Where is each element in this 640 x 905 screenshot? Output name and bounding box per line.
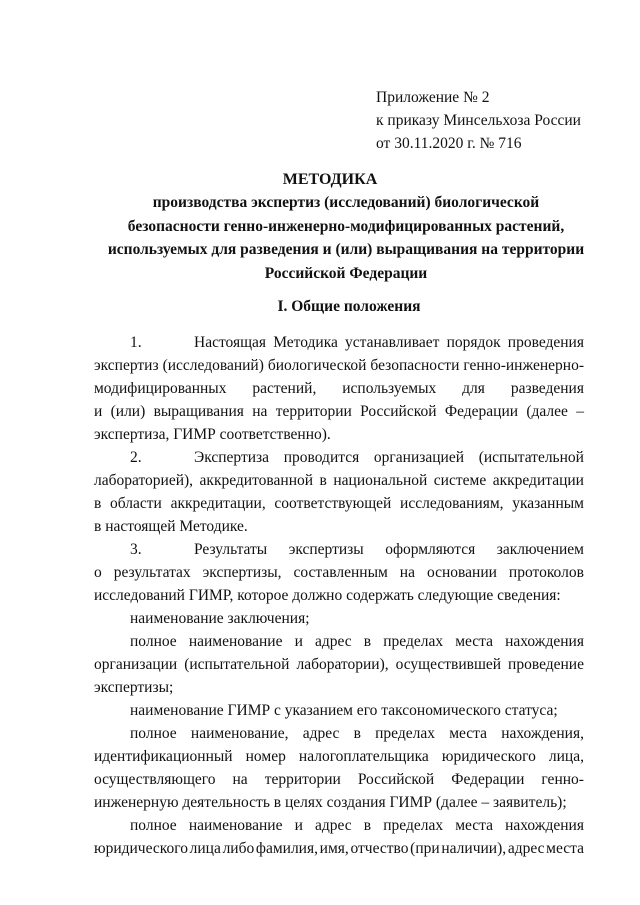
word: аккредитации (492, 472, 584, 489)
word: и (294, 817, 303, 834)
word: (или) (110, 403, 146, 420)
word: результатах (113, 564, 191, 581)
word: осуществляющего (94, 771, 216, 788)
word: наличии), (441, 840, 507, 857)
word: нахождения, (501, 725, 584, 742)
word: национальной (333, 472, 428, 489)
word: на (399, 564, 415, 581)
word: аккредитованной (199, 472, 314, 489)
paragraph-lead (130, 538, 267, 561)
word: наименование (188, 817, 283, 834)
word: области (110, 495, 162, 512)
paragraph-number: 2. (130, 449, 142, 466)
word: нахождения (505, 817, 584, 834)
list-item-line (94, 768, 584, 791)
word: в (319, 472, 327, 489)
word: адрес (315, 633, 352, 650)
word: на (232, 771, 248, 788)
appendix-order-date: от 30.11.2020 г. № 716 (376, 135, 522, 152)
word: основании (426, 564, 497, 581)
word: генно- (541, 771, 584, 788)
paragraph-line (94, 331, 584, 354)
list-item: наименование ГИМР с указанием его таксономического статуса; (130, 702, 558, 719)
word: порядок (446, 334, 501, 351)
word: о (94, 564, 102, 581)
paragraph-line (94, 446, 584, 469)
word: Федерации (444, 403, 519, 420)
word: адрес (507, 840, 545, 857)
document-title: МЕТОДИКА (282, 171, 378, 188)
word: места (449, 725, 487, 742)
word: отчество (350, 840, 409, 857)
subtitle-line: Российской Федерации (264, 264, 428, 282)
word: лаборатории), (296, 656, 389, 673)
paragraph-line (94, 400, 584, 423)
list-item-line (94, 745, 584, 768)
subtitle-line: производства экспертиз (исследований) биологической (152, 194, 540, 211)
paragraph-number: 1. (130, 334, 142, 351)
subtitle-line: безопасности генно-инженерно-модифицированных растений, (127, 217, 565, 235)
word: используемых (342, 380, 437, 397)
word: и (94, 403, 103, 420)
word: заключением (496, 541, 584, 558)
word: (испытательной (478, 449, 584, 466)
paragraph-line (94, 469, 584, 492)
word: Настоящая (194, 334, 267, 351)
word: указанным (512, 495, 584, 512)
word: адрес (315, 817, 352, 834)
word: лица (189, 840, 221, 857)
word: полное (130, 633, 177, 650)
paragraph-line (94, 377, 584, 400)
word: проводится (283, 449, 360, 466)
word: либо (222, 840, 255, 857)
word: растений, (252, 380, 317, 397)
paragraph-line (94, 354, 584, 377)
word: осуществившей (395, 656, 502, 673)
word: проведение (508, 656, 584, 673)
list-item-line: экспертизы; (94, 679, 174, 696)
word: организацией (373, 449, 464, 466)
document-body (94, 331, 584, 860)
word: Экспертиза (194, 449, 270, 466)
word: на (252, 403, 268, 420)
word: территории (275, 403, 352, 420)
word: модифицированных (94, 380, 227, 397)
word: Результаты (194, 541, 268, 558)
word: юридического (441, 748, 536, 765)
word: – (576, 403, 584, 420)
word: лабораторией), (94, 472, 194, 489)
word: места (455, 633, 493, 650)
word: составленным (293, 564, 388, 581)
word: места (546, 840, 584, 857)
word: юридического (94, 840, 188, 857)
word: для (462, 380, 485, 397)
word: пределах (383, 817, 444, 834)
list-item: наименование заключения; (130, 610, 310, 627)
word: в (94, 495, 102, 512)
word: полное (130, 725, 177, 742)
paragraph-line: исследований ГИМР, которое должно содержать следующие сведения: (94, 587, 561, 604)
word: разведения (510, 380, 584, 397)
list-item-line (94, 837, 584, 860)
word: имя, (319, 840, 349, 857)
word: нахождения (505, 633, 584, 650)
word: номер (245, 748, 286, 765)
paragraph-number: 3. (130, 541, 142, 558)
word: Российской (357, 771, 435, 788)
paragraph-line (94, 561, 584, 584)
word: (при (410, 840, 440, 857)
word: территории (264, 771, 341, 788)
word: экспертиз (94, 357, 159, 374)
word: оформляются (385, 541, 476, 558)
word: (исследований) (162, 357, 264, 374)
list-item-line (94, 722, 584, 745)
word: генно-инженерно- (463, 357, 584, 374)
word: организации (94, 656, 178, 673)
word: проведения (507, 334, 584, 351)
word: налогоплательщика (298, 748, 429, 765)
subtitle-line: используемых для разведения и (или) выращивания на территории (107, 241, 585, 258)
word: в (353, 725, 361, 742)
paragraph-lead (130, 331, 266, 354)
word: пределах (375, 725, 435, 742)
word: (испытательной (184, 656, 290, 673)
document-subtitle (96, 191, 596, 285)
appendix-number: Приложение № 2 (376, 89, 490, 106)
word: исследованиям, (400, 495, 504, 512)
word: Федерации (451, 771, 525, 788)
appendix-header (376, 86, 581, 155)
word: системе (433, 472, 487, 489)
word: адрес (302, 725, 340, 742)
section-heading: I. Общие положения (277, 298, 421, 315)
word: соответствующей (274, 495, 392, 512)
word: идентификационный (94, 748, 233, 765)
word: Российской (360, 403, 437, 420)
word: выращивания (153, 403, 244, 420)
list-item-line (94, 630, 584, 653)
word: (далее (526, 403, 568, 420)
word: и (294, 633, 303, 650)
word: наименование (188, 633, 283, 650)
paragraph-line (94, 538, 584, 561)
word: пределах (383, 633, 444, 650)
word: экспертизы (288, 541, 364, 558)
word: фамилия, (255, 840, 318, 857)
word: Методика (273, 334, 338, 351)
word: в (363, 633, 372, 650)
appendix-order-ref: к приказу Минсельхоза России (376, 112, 581, 129)
word: аккредитации, (170, 495, 266, 512)
word: полное (130, 817, 177, 834)
list-item-line: инженерную деятельность в целях создания ГИМР (далее – заявитель); (94, 794, 567, 811)
list-item-line (94, 814, 584, 837)
paragraph-line (94, 492, 584, 515)
word: безопасности (370, 357, 460, 374)
word: экспертизы, (202, 564, 282, 581)
paragraph-line: экспертиза, ГИМР соответственно). (94, 426, 331, 443)
paragraph-lead (130, 446, 269, 469)
paragraph-line: в настоящей Методике. (94, 518, 248, 535)
word: протоколов (508, 564, 584, 581)
word: наименование, (190, 725, 289, 742)
word: устанавливает (345, 334, 440, 351)
word: лица, (548, 748, 584, 765)
list-item-line (94, 653, 584, 676)
word: биологической (267, 357, 367, 374)
word: в (363, 817, 372, 834)
word: места (455, 817, 493, 834)
